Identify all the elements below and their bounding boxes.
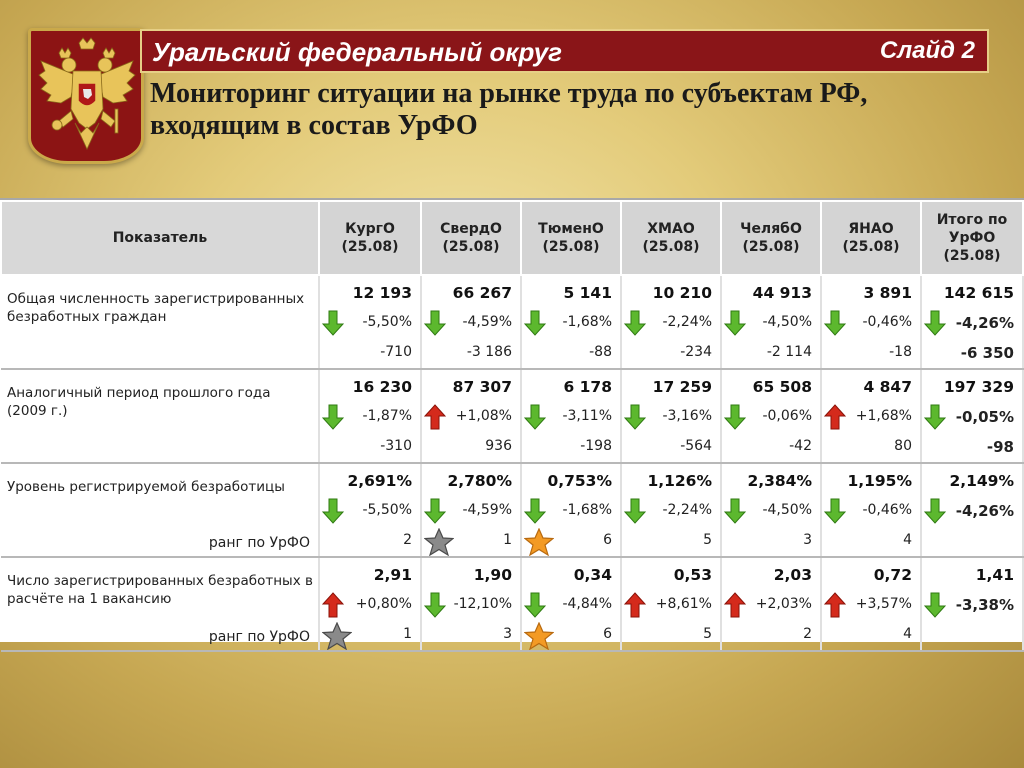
data-cell <box>821 369 921 463</box>
row-label: Аналогичный период прошлого года (2009 г.) <box>7 385 271 419</box>
cell-value: 197 329 <box>943 378 1014 396</box>
cell-change: +0,80% <box>355 596 412 612</box>
arrow-up-icon <box>322 592 344 618</box>
cell-value: 66 267 <box>452 284 512 302</box>
data-cell <box>921 463 1023 557</box>
row-label-cell <box>1 275 319 369</box>
cell-value: 2,384% <box>747 472 812 490</box>
cell-diff: 6 <box>603 532 612 548</box>
arrow-up-icon <box>824 592 846 618</box>
cell-change: -1,87% <box>362 408 412 424</box>
row-label: Общая численность зарегистрированных безработных граждан <box>7 291 305 325</box>
column-name: Итого по УрФО <box>936 212 1008 246</box>
cell-change: -3,16% <box>662 408 712 424</box>
cell-diff: -2 114 <box>766 344 812 360</box>
data-cell <box>721 557 821 651</box>
data-cell <box>821 275 921 369</box>
double-headed-eagle-icon <box>35 37 139 159</box>
arrow-down-icon <box>824 310 846 336</box>
arrow-down-icon <box>322 310 344 336</box>
cell-value: 3 891 <box>863 284 912 302</box>
column-date: (25.08) <box>642 239 700 255</box>
cell-diff: 80 <box>894 438 912 454</box>
cell-change: -4,84% <box>562 596 612 612</box>
cell-change: -1,68% <box>562 314 612 330</box>
header-bar <box>140 29 989 73</box>
cell-change: +1,68% <box>855 408 912 424</box>
cell-value: 0,72 <box>873 566 912 584</box>
cell-change: -1,68% <box>562 502 612 518</box>
column-name: ЯНАО <box>848 221 894 237</box>
cell-diff: 3 <box>803 532 812 548</box>
table-row <box>1 275 1023 369</box>
arrow-down-icon <box>924 310 946 336</box>
cell-value: 44 913 <box>752 284 812 302</box>
data-cell <box>421 275 521 369</box>
data-cell <box>521 369 621 463</box>
cell-diff: 1 <box>403 626 412 642</box>
cell-value: 65 508 <box>752 378 812 396</box>
header-title: Уральский федеральный округ <box>152 37 563 67</box>
cell-change: -4,59% <box>462 314 512 330</box>
cell-value: 2,691% <box>347 472 412 490</box>
data-cell <box>621 463 721 557</box>
slide-subtitle: Мониторинг ситуации на рынке труда по субъектам РФ, входящим в состав УрФО <box>150 78 868 141</box>
cell-change: -2,24% <box>662 502 712 518</box>
arrow-down-icon <box>322 498 344 524</box>
column-name: ХМАО <box>647 221 695 237</box>
data-cell <box>421 369 521 463</box>
rank-label: ранг по УрФО <box>208 629 310 645</box>
cell-diff: -234 <box>680 344 712 360</box>
arrow-down-icon <box>724 498 746 524</box>
cell-change: -0,46% <box>862 314 912 330</box>
row-label-cell <box>1 557 319 651</box>
data-cell <box>319 275 421 369</box>
cell-diff: 5 <box>703 626 712 642</box>
column-date: (25.08) <box>542 239 600 255</box>
data-cell <box>621 557 721 651</box>
cell-diff: -3 186 <box>466 344 512 360</box>
arrow-up-icon <box>624 592 646 618</box>
row-label: Число зарегистрированных безработных в расчёте на 1 вакансию <box>7 573 313 607</box>
coat-of-arms-emblem <box>28 28 144 164</box>
data-cell <box>721 369 821 463</box>
cell-diff: 5 <box>703 532 712 548</box>
arrow-down-icon <box>424 592 446 618</box>
cell-value: 1,195% <box>847 472 912 490</box>
cell-value: 0,753% <box>547 472 612 490</box>
column-date: (25.08) <box>341 239 399 255</box>
cell-diff: 2 <box>403 532 412 548</box>
cell-value: 0,34 <box>573 566 612 584</box>
cell-change: -12,10% <box>453 596 512 612</box>
column-name: ТюменО <box>538 221 604 237</box>
data-cell <box>621 369 721 463</box>
cell-change: -4,50% <box>762 314 812 330</box>
data-cell <box>421 463 521 557</box>
column-header <box>721 201 821 275</box>
cell-change: +1,08% <box>455 408 512 424</box>
arrow-up-icon <box>424 404 446 430</box>
arrow-down-icon <box>524 310 546 336</box>
cell-change: -0,46% <box>862 502 912 518</box>
orange-star-icon <box>524 622 554 650</box>
data-cell <box>721 275 821 369</box>
data-cell <box>921 275 1023 369</box>
column-header <box>421 201 521 275</box>
cell-change: -4,50% <box>762 502 812 518</box>
cell-diff: -198 <box>580 438 612 454</box>
column-header <box>621 201 721 275</box>
arrow-down-icon <box>724 404 746 430</box>
column-header <box>921 201 1023 275</box>
arrow-down-icon <box>524 592 546 618</box>
arrow-down-icon <box>524 498 546 524</box>
cell-value: 4 847 <box>863 378 912 396</box>
cell-change: -3,11% <box>562 408 612 424</box>
data-cell <box>721 463 821 557</box>
cell-change: +8,61% <box>655 596 712 612</box>
gray-star-icon <box>424 528 454 556</box>
slide-number: Слайд 2 <box>879 37 975 64</box>
table-row <box>1 557 1023 651</box>
cell-value: 2,03 <box>773 566 812 584</box>
cell-diff: -564 <box>680 438 712 454</box>
column-header <box>521 201 621 275</box>
cell-diff: 4 <box>903 532 912 548</box>
arrow-down-icon <box>924 592 946 618</box>
cell-change: -4,26% <box>955 314 1014 332</box>
arrow-down-icon <box>424 310 446 336</box>
arrow-down-icon <box>824 498 846 524</box>
cell-value: 87 307 <box>452 378 512 396</box>
table-row <box>1 463 1023 557</box>
cell-diff: 4 <box>903 626 912 642</box>
column-date: (25.08) <box>842 239 900 255</box>
labor-market-table <box>0 200 1024 652</box>
cell-value: 2,91 <box>373 566 412 584</box>
cell-change: -5,50% <box>362 502 412 518</box>
arrow-down-icon <box>624 404 646 430</box>
column-date: (25.08) <box>442 239 500 255</box>
indicator-header: Показатель <box>1 201 319 275</box>
arrow-down-icon <box>724 310 746 336</box>
arrow-up-icon <box>724 592 746 618</box>
table-header-row <box>1 201 1023 275</box>
cell-value: 1,90 <box>473 566 512 584</box>
cell-diff: -18 <box>889 344 912 360</box>
cell-diff: -98 <box>986 438 1014 456</box>
data-cell <box>421 557 521 651</box>
table-row <box>1 369 1023 463</box>
data-cell <box>921 557 1023 651</box>
column-header <box>319 201 421 275</box>
cell-change: -5,50% <box>362 314 412 330</box>
cell-value: 6 178 <box>563 378 612 396</box>
cell-value: 5 141 <box>563 284 612 302</box>
orange-star-icon <box>524 528 554 556</box>
row-label-cell <box>1 369 319 463</box>
cell-value: 2,149% <box>949 472 1014 490</box>
cell-value: 0,53 <box>673 566 712 584</box>
data-cell <box>521 275 621 369</box>
data-cell <box>319 463 421 557</box>
arrow-down-icon <box>424 498 446 524</box>
cell-change: -4,59% <box>462 502 512 518</box>
cell-value: 16 230 <box>352 378 412 396</box>
data-cell <box>821 557 921 651</box>
cell-diff: -42 <box>789 438 812 454</box>
column-name: ЧелябО <box>740 221 802 237</box>
arrow-down-icon <box>524 404 546 430</box>
arrow-down-icon <box>624 310 646 336</box>
cell-value: 1,41 <box>975 566 1014 584</box>
arrow-down-icon <box>924 498 946 524</box>
cell-change: -4,26% <box>955 502 1014 520</box>
cell-change: +2,03% <box>755 596 812 612</box>
row-label-cell <box>1 463 319 557</box>
cell-value: 142 615 <box>943 284 1014 302</box>
cell-change: -0,06% <box>762 408 812 424</box>
cell-value: 12 193 <box>352 284 412 302</box>
cell-diff: 2 <box>803 626 812 642</box>
gray-star-icon <box>322 622 352 650</box>
data-cell <box>621 275 721 369</box>
column-header <box>821 201 921 275</box>
cell-value: 2,780% <box>447 472 512 490</box>
rank-label: ранг по УрФО <box>208 535 310 551</box>
cell-diff: 6 <box>603 626 612 642</box>
column-name: СвердО <box>440 221 502 237</box>
cell-diff: 1 <box>503 532 512 548</box>
arrow-down-icon <box>624 498 646 524</box>
monitoring-table <box>0 198 1024 645</box>
data-cell <box>921 369 1023 463</box>
data-cell <box>521 463 621 557</box>
column-name: КургО <box>345 221 395 237</box>
cell-value: 17 259 <box>652 378 712 396</box>
cell-value: 10 210 <box>652 284 712 302</box>
arrow-down-icon <box>322 404 344 430</box>
arrow-up-icon <box>824 404 846 430</box>
cell-diff: -710 <box>380 344 412 360</box>
column-date: (25.08) <box>742 239 800 255</box>
cell-diff: -88 <box>589 344 612 360</box>
data-cell <box>821 463 921 557</box>
data-cell <box>319 369 421 463</box>
data-cell <box>319 557 421 651</box>
cell-diff: -6 350 <box>960 344 1014 362</box>
data-cell <box>521 557 621 651</box>
cell-diff: -310 <box>380 438 412 454</box>
cell-diff: 3 <box>503 626 512 642</box>
cell-change: +3,57% <box>855 596 912 612</box>
arrow-down-icon <box>924 404 946 430</box>
cell-change: -2,24% <box>662 314 712 330</box>
column-date: (25.08) <box>943 248 1001 264</box>
cell-value: 1,126% <box>647 472 712 490</box>
cell-diff: 936 <box>485 438 512 454</box>
cell-change: -0,05% <box>955 408 1014 426</box>
row-label: Уровень регистрируемой безработицы <box>7 479 285 495</box>
cell-change: -3,38% <box>955 596 1014 614</box>
